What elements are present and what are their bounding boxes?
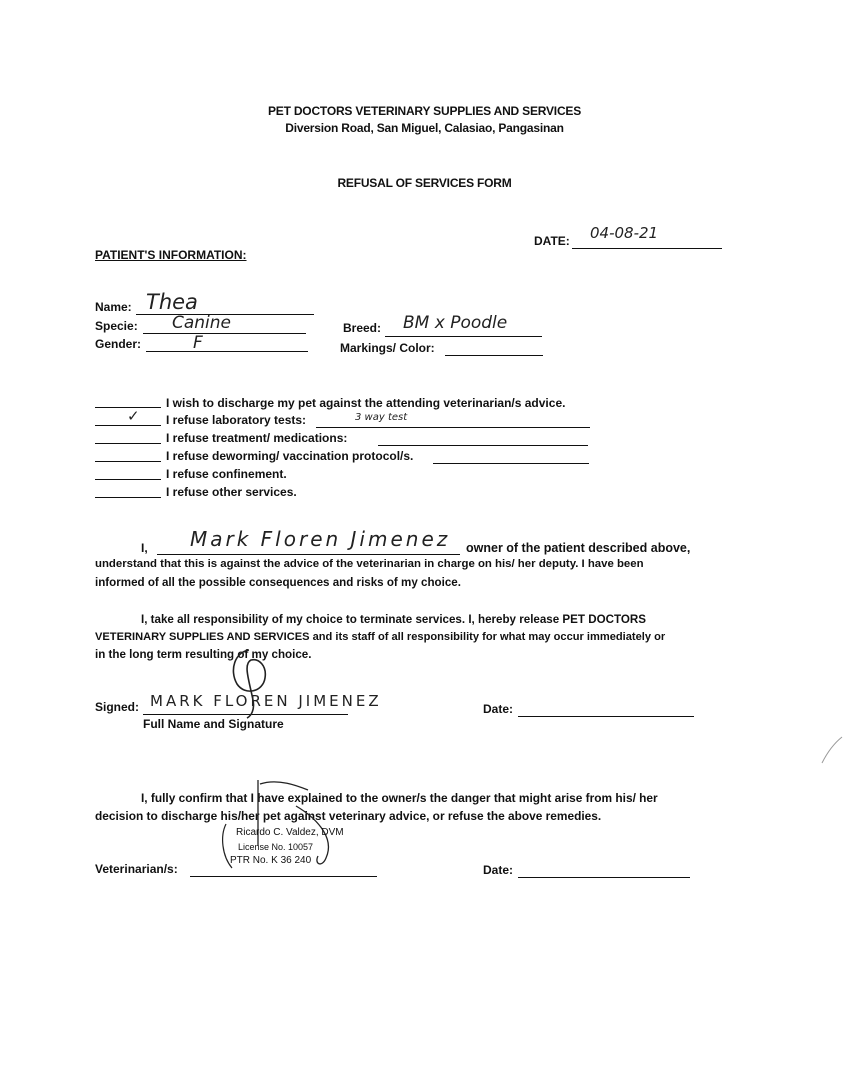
breed-line xyxy=(385,336,542,337)
company-name: PET DOCTORS VETERINARY SUPPLIES AND SERVICES xyxy=(267,104,582,118)
date-label: DATE: xyxy=(534,234,570,248)
date-value[interactable]: 04-08-21 xyxy=(590,224,659,242)
markings-line xyxy=(445,355,543,356)
form-title: REFUSAL OF SERVICES FORM xyxy=(337,176,512,190)
breed-label: Breed: xyxy=(343,321,382,335)
option-check-line xyxy=(95,443,161,444)
specie-line xyxy=(143,333,306,334)
owner-name-line xyxy=(157,554,460,555)
specie-label: Specie: xyxy=(95,319,138,333)
option-check-line xyxy=(95,497,161,498)
release-line3: in the long term resulting of my choice. xyxy=(95,648,312,661)
option-label: I refuse deworming/ vaccination protocol/s. xyxy=(166,449,414,463)
scan-mark xyxy=(818,735,848,765)
release-line2: VETERINARY SUPPLIES AND SERVICES and its staff of all responsibility for what may occur immediately or xyxy=(95,631,666,643)
statement-line1-suffix: owner of the patient described above, xyxy=(466,541,691,555)
signature-caption: Full Name and Signature xyxy=(143,717,284,731)
specie-value[interactable]: Canine xyxy=(172,313,232,333)
option-check-line xyxy=(95,425,161,426)
option-label: I refuse treatment/ medications: xyxy=(166,431,348,445)
stamp-ptr: PTR No. K 36 240 xyxy=(230,855,312,866)
signature-date-line[interactable] xyxy=(518,716,694,717)
statement-line2: understand that this is against the advice of the veterinarian in charge on his/ her deputy. I have been xyxy=(95,558,644,570)
veterinarian-date-line[interactable] xyxy=(518,877,690,878)
signed-label: Signed: xyxy=(95,700,139,714)
option-detail-line xyxy=(433,463,589,464)
company-address: Diversion Road, San Miguel, Calasiao, Pangasinan xyxy=(285,121,564,135)
option-check-line xyxy=(95,479,161,480)
name-label: Name: xyxy=(95,300,132,314)
option-label: I refuse laboratory tests: xyxy=(166,413,307,427)
owner-name-value[interactable]: Mark Floren Jimenez xyxy=(190,527,451,551)
veterinarian-label: Veterinarian/s: xyxy=(95,862,178,876)
veterinarian-line[interactable] xyxy=(190,876,377,877)
release-line1: I, take all responsibility of my choice to terminate services. I, hereby release PET DOCTORS xyxy=(141,613,646,626)
option-detail-line xyxy=(316,427,590,428)
signature-date-label: Date: xyxy=(483,702,514,716)
option-label: I wish to discharge my pet against the attending veterinarian/s advice. xyxy=(166,396,566,410)
name-value[interactable]: Thea xyxy=(146,290,198,314)
gender-line xyxy=(146,351,308,352)
breed-value[interactable]: BM x Poodle xyxy=(403,313,508,333)
statement-prefix: I, xyxy=(141,541,148,555)
date-line xyxy=(572,248,722,249)
stamp-name: Ricardo C. Valdez, DVM xyxy=(236,827,344,838)
confirmation-line1: I, fully confirm that I have explained to the owner/s the danger that might arise from his/ her xyxy=(141,791,658,805)
signature-value[interactable]: MARK FLOREN JIMENEZ xyxy=(150,692,382,710)
statement-line3: informed of all the possible consequences and risks of my choice. xyxy=(95,576,461,589)
gender-value[interactable]: F xyxy=(193,333,203,353)
option-label: I refuse confinement. xyxy=(166,467,287,481)
markings-label: Markings/ Color: xyxy=(340,341,435,355)
option-detail-line xyxy=(378,445,588,446)
option-check-line xyxy=(95,461,161,462)
option-check-mark[interactable]: ✓ xyxy=(127,407,140,425)
veterinarian-date-label: Date: xyxy=(483,863,514,877)
option-detail-value[interactable]: 3 way test xyxy=(355,412,408,423)
patient-info-heading: PATIENT'S INFORMATION: xyxy=(95,248,247,262)
option-label: I refuse other services. xyxy=(166,485,297,499)
confirmation-line2: decision to discharge his/her pet against veterinary advice, or refuse the above remedies. xyxy=(95,809,602,823)
stamp-license: License No. 10057 xyxy=(238,842,314,852)
gender-label: Gender: xyxy=(95,337,142,351)
